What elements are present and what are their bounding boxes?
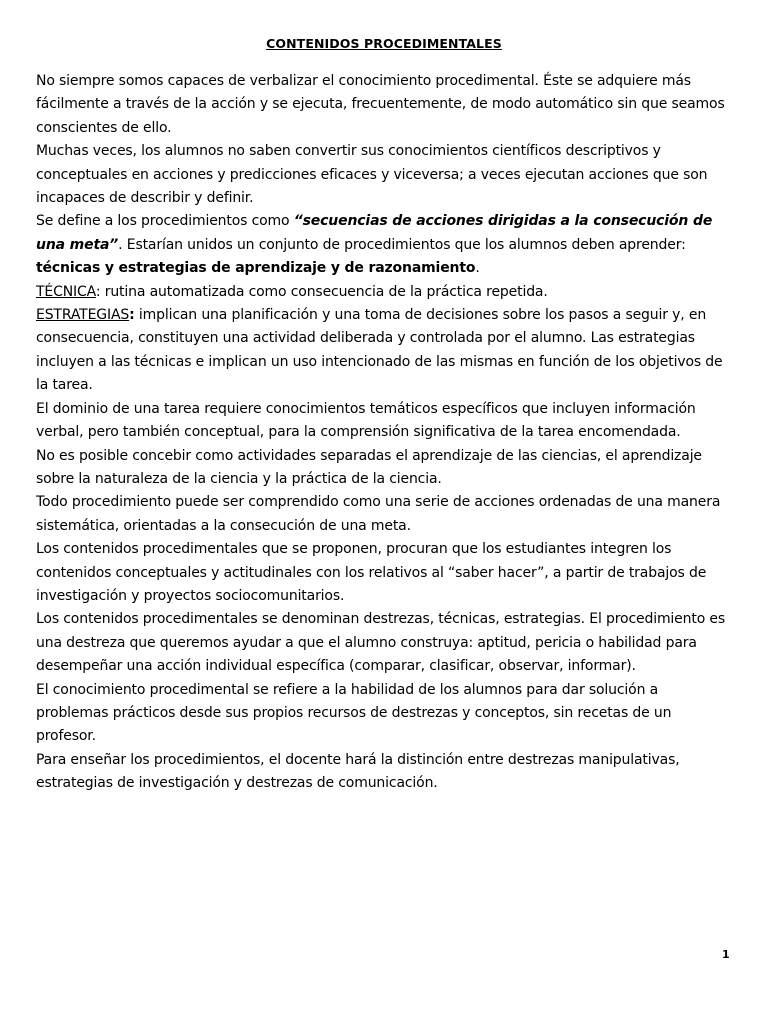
paragraph: El dominio de una tarea requiere conocimientos temáticos específicos que incluyen información verbal, pero también conceptual, para la comprensión significativa de la tarea encomendada. [36,400,696,441]
paragraph: El conocimiento procedimental se refiere a la habilidad de los alumnos para dar solución a problemas prácticos desde sus propios recursos de destrezas y conceptos, sin recetas de un profesor. [36,681,672,745]
text-span: . Estarían unidos un conjunto de procedimientos que los alumnos deben aprender: [118,236,686,253]
paragraph: Los contenidos procedimentales se denominan destrezas, técnicas, estrategias. El procedimiento es una destreza que queremos ayudar a que el alumno construya: aptitud, pericia o habilidad para desempeñar una acción individual específica (comparar, clasificar, observar, informar). [36,611,726,675]
paragraph-tecnica [36,281,732,304]
bold-phrase: técnicas y estrategias de aprendizaje y de razonamiento [36,260,476,277]
paragraph: Muchas veces, los alumnos no saben convertir sus conocimientos científicos descriptivos y conceptuales en acciones y predicciones eficaces y viceversa; a veces ejecutan acciones que son incapaces de describir y definir. [36,143,708,207]
page-number: 1 [722,948,730,961]
text-span: . [475,260,480,277]
paragraph: Para enseñar los procedimientos, el docente hará la distinción entre destrezas manipulativas, estrategias de investigación y destrezas de comunicación. [36,751,680,792]
paragraph-estrategias [36,304,732,398]
term-estrategias: ESTRATEGIAS [36,307,130,324]
paragraph: No siempre somos capaces de verbalizar el conocimiento procedimental. Éste se adquiere más fácilmente a través de la acción y se ejecuta, frecuentemente, de modo automático sin que seamos conscientes de ello. [36,73,725,136]
paragraph-definition [36,210,732,280]
text-span: rutina automatizada como consecuencia de la práctica repetida. [100,283,548,300]
page-title: CONTENIDOS PROCEDIMENTALES [266,36,502,51]
paragraph: Los contenidos procedimentales que se proponen, procuran que los estudiantes integren los contenidos conceptuales y actitudinales con los relativos al “saber hacer”, a partir de trabajos de investigación y proyectos sociocomunitarios. [36,541,707,604]
term-tecnica: TÉCNICA [36,283,96,300]
definition-quote: “secuencias de acciones dirigidas a la consecución de una meta” [36,213,713,253]
text-span: implican una planificación y una toma de decisiones sobre los pasos a seguir y, en consecuencia, constituyen una actividad deliberada y controlada por el alumno. Las estrategias incluyen a las técnicas e implican un uso intencionado de las mismas en función de los objetivos de la tarea. [36,307,723,394]
term-colon: : [129,307,135,324]
text-span: Se define a los procedimientos como [36,213,294,230]
paragraph: Todo procedimiento puede ser comprendido como una serie de acciones ordenadas de una manera sistemática, orientadas a la consecución de una meta. [36,494,721,534]
document-body [36,70,732,796]
term-colon: : [95,283,101,300]
paragraph: No es posible concebir como actividades separadas el aprendizaje de las ciencias, el aprendizaje sobre la naturaleza de la ciencia y la práctica de la ciencia. [36,447,702,487]
